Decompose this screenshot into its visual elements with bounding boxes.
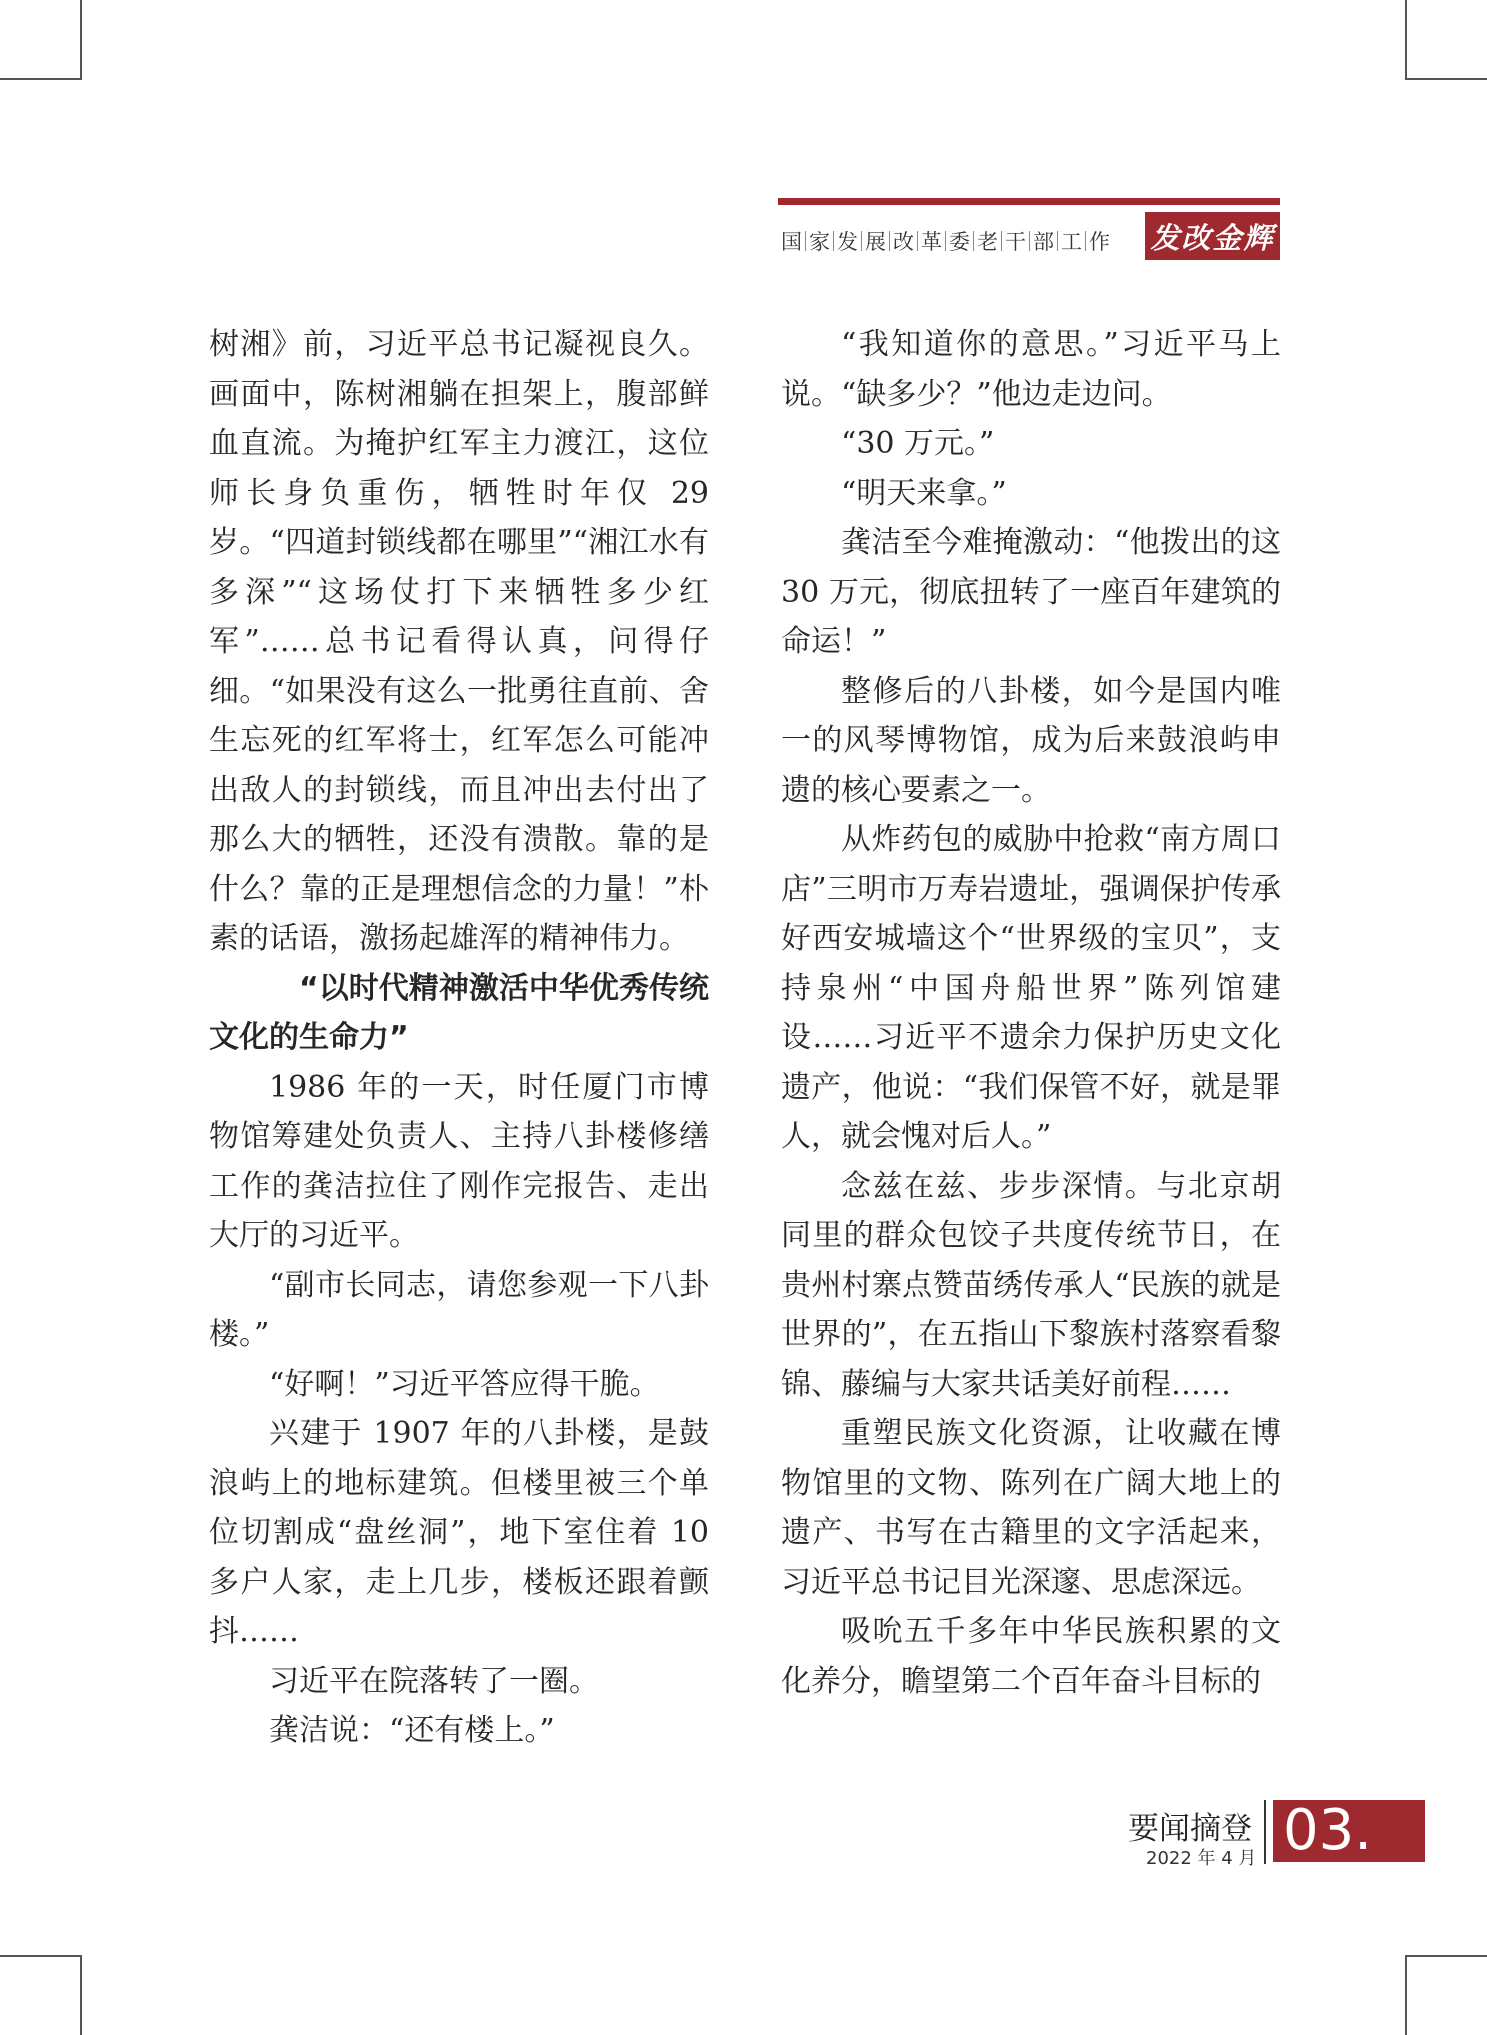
footer-divider [1264,1800,1266,1864]
paragraph: 重塑民族文化资源，让收藏在博物馆里的文物、陈列在广阔大地上的遗产、书写在古籍里的文字活起来，习近平总书记目光深邃、思虑深远。 [781,1416,1281,1600]
paragraph: 念兹在兹、步步深情。与北京胡同里的群众包饺子共度传统节日，在贵州村寨点赞苗绣传承人“民族的就是世界的”，在五指山下黎族村落察看黎锦、藤编与大家共话美好前程…… [781,1168,1281,1402]
page-number: 03. [1273,1800,1425,1862]
left-column [209,320,709,1756]
paragraph: “明天来拿。” [841,475,1007,511]
crop-mark [80,0,82,80]
header-org-char: 干 [1005,230,1026,254]
header-brand: 发改金辉 [1145,212,1280,260]
paragraph: 龚洁说：“还有楼上。” [269,1713,555,1748]
paragraph: 整修后的八卦楼，如今是国内唯一的风琴博物馆，成为后来鼓浪屿申遗的核心要素之一。 [781,673,1281,808]
crop-mark [80,1955,82,2035]
header-org-char: 部 [1033,230,1054,254]
crop-mark [1407,1955,1487,1957]
header-org-name [778,226,1113,256]
header-org-char: 展 [865,230,886,254]
paragraph: “我知道你的意思。”习近平马上说。“缺多少？”他边走边问。 [781,327,1281,412]
paragraph: “好啊！”习近平答应得干脆。 [269,1366,660,1402]
section-heading: “以时代精神激活中华优秀传统文化的生命力” [209,970,709,1055]
right-column [781,320,1281,1706]
paragraph: 从炸药包的威胁中抢救“南方周口店”三明市万寿岩遗址，强调保护传承好西安城墙这个“世界级的宝贝”，支持泉州“中国舟船世界”陈列馆建设……习近平不遗余力保护历史文化遗产，他说：“我们保管不好，就是罪人，就会愧对后人。” [781,822,1281,1154]
header-org-char: 发 [837,230,858,254]
paragraph: 吸吮五千多年中华民族积累的文化养分，瞻望第二个百年奋斗目标的 [781,1614,1281,1699]
header-org-char: 改 [893,230,914,254]
header-org-char: 委 [949,230,970,254]
paragraph: 树湘》前，习近平总书记凝视良久。画面中，陈树湘躺在担架上，腹部鲜血直流。为掩护红军主力渡江，这位师长身负重伤，牺牲时年仅 29 岁。“四道封锁线都在哪里”“湘江水有多深”“这场仗打下来牺牲多少红军”……总书记看得认真，问得仔细。“如果没有这么一批勇往直前、舍生忘死的红军将士，红军怎么可能冲出敌人的封锁线，而且冲出去付出了那么大的牺牲，还没有溃散。靠的是什么？靠的正是理想信念的力量！”朴素的话语，激扬起雄浑的精神伟力。 [209,327,709,956]
header-org-char: 工 [1061,230,1082,254]
crop-mark [1405,0,1407,80]
paragraph: 1986 年的一天，时任厦门市博物馆筹建处负责人、主持八卦楼修缮工作的龚洁拉住了刚作完报告、走出大厅的习近平。 [209,1069,709,1253]
paragraph: “30 万元。” [841,426,995,461]
paragraph: 龚洁至今难掩激动：“他拨出的这 30 万元，彻底扭转了一座百年建筑的命运！” [781,525,1281,659]
paragraph: 习近平在院落转了一圈。 [269,1663,599,1699]
paragraph: 兴建于 1907 年的八卦楼，是鼓浪屿上的地标建筑。但楼里被三个单位切割成“盘丝洞”，地下室住着 10 多户人家，走上几步，楼板还跟着颤抖…… [209,1416,709,1649]
header-org-char: 国 [781,230,802,254]
crop-mark [1405,1955,1407,2035]
header-org-char: 家 [809,230,830,254]
footer-section-title: 要闻摘登 [1128,1811,1252,1847]
crop-mark [0,78,80,80]
crop-mark [0,1955,80,1957]
footer-date: 2022 年 4 月 [1146,1848,1257,1869]
paragraph: “副市长同志，请您参观一下八卦楼。” [209,1267,709,1352]
header-rule [778,198,1280,205]
header-org-char: 老 [977,230,998,254]
header-org-char: 革 [921,230,942,254]
header-org-char: 作 [1089,230,1110,254]
crop-mark [1407,78,1487,80]
